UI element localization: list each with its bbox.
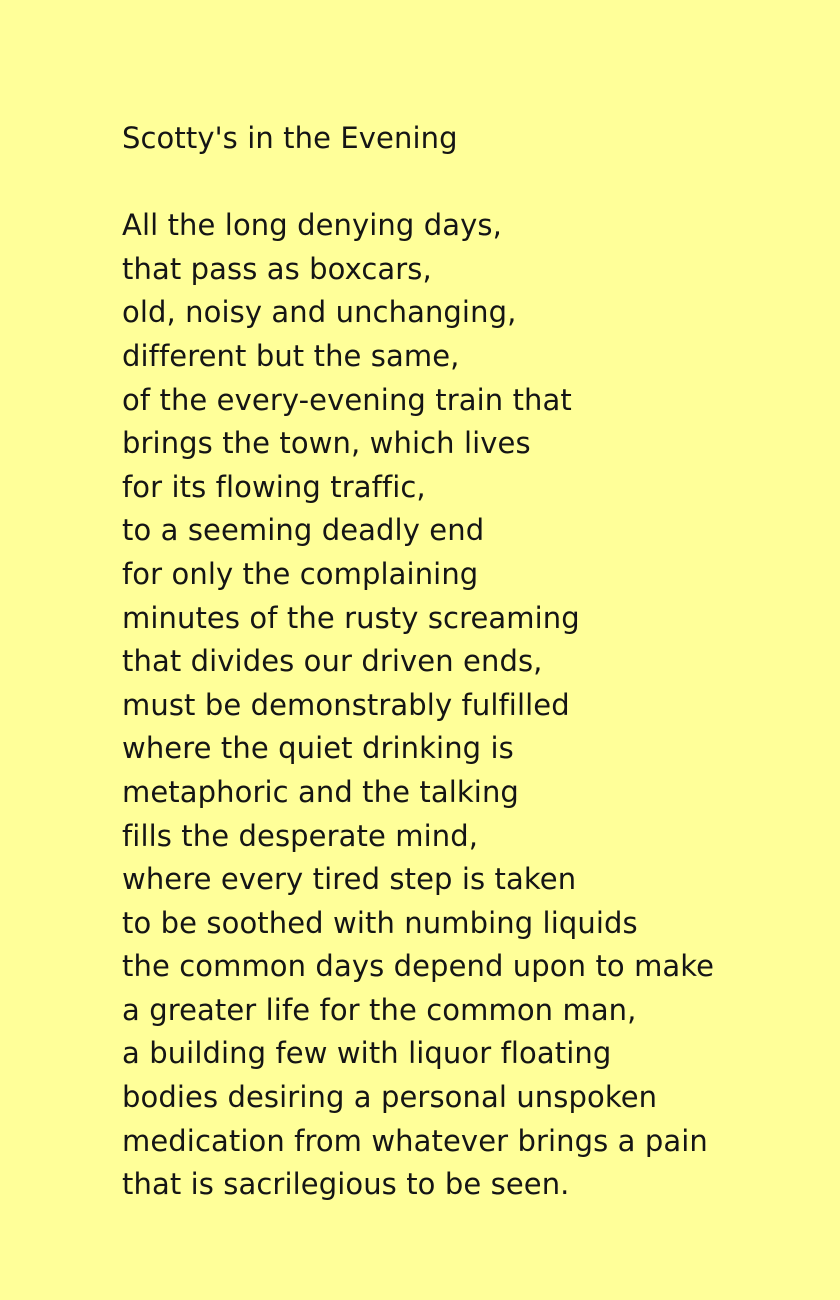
- poem-line: of the every-evening train that: [122, 382, 572, 417]
- poem-line: the common days depend upon to make: [122, 949, 715, 984]
- poem-line: minutes of the rusty screaming: [122, 600, 580, 635]
- poem-line: medication from whatever brings a pain: [122, 1123, 708, 1158]
- poem-line: to be soothed with numbing liquids: [122, 905, 638, 940]
- stanza-gap: [122, 161, 714, 205]
- poem-line: fills the desperate mind,: [122, 818, 479, 853]
- poem-line: bodies desiring a personal unspoken: [122, 1080, 658, 1115]
- poem-line: metaphoric and the talking: [122, 774, 519, 809]
- poem-title: Scotty's in the Evening: [122, 121, 458, 155]
- poem-line: brings the town, which lives: [122, 426, 531, 461]
- poem-line: a building few with liquor floating: [122, 1036, 612, 1071]
- poem-line: that pass as boxcars,: [122, 251, 432, 286]
- poem-line: for only the complaining: [122, 556, 479, 591]
- poem-line: for its flowing traffic,: [122, 469, 426, 504]
- poem-line: to a seeming deadly end: [122, 513, 485, 548]
- poem-line: different but the same,: [122, 338, 460, 373]
- poem-line: All the long denying days,: [122, 208, 502, 243]
- poem-line: that is sacrilegious to be seen.: [122, 1167, 570, 1202]
- poem-line: a greater life for the common man,: [122, 992, 637, 1027]
- poem-line: that divides our driven ends,: [122, 644, 543, 679]
- poem-line: where every tired step is taken: [122, 862, 577, 897]
- poem: [122, 117, 714, 1207]
- poem-line: where the quiet drinking is: [122, 731, 514, 766]
- poem-line: old, noisy and unchanging,: [122, 295, 517, 330]
- poem-line: must be demonstrably fulfilled: [122, 687, 570, 722]
